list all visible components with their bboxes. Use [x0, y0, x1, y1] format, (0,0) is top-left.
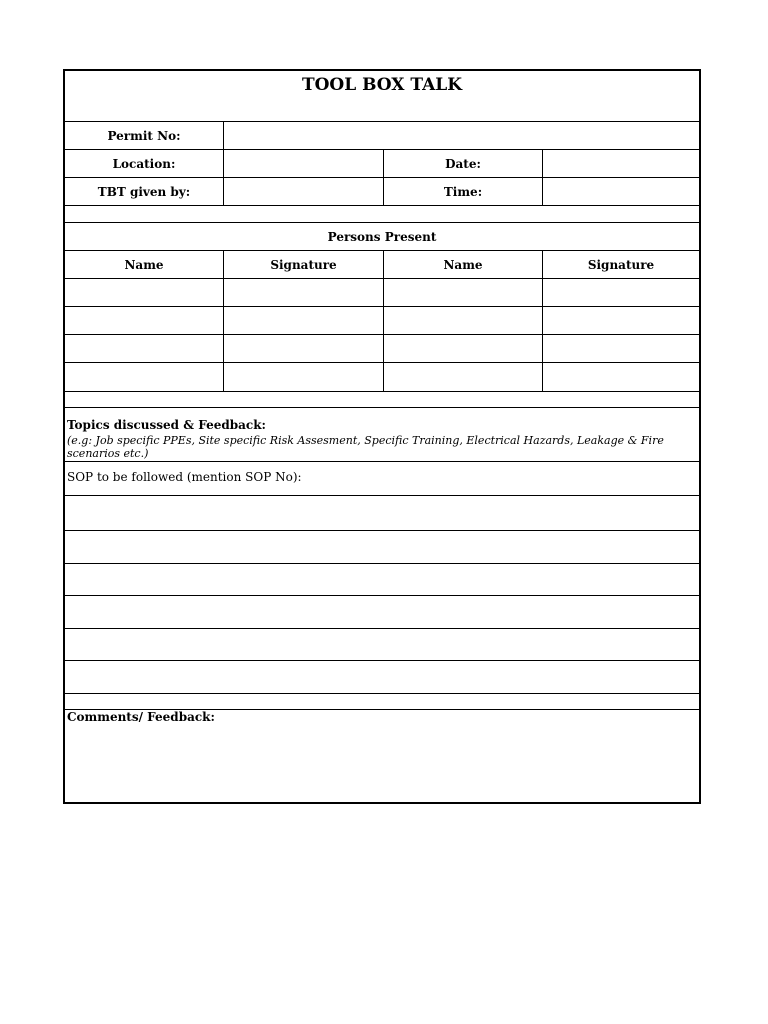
location-date-row: [65, 150, 699, 178]
name-cell[interactable]: [384, 335, 543, 362]
date-label: Date:: [384, 150, 543, 177]
column-header-signature: Signature: [224, 251, 384, 278]
signature-cell[interactable]: [224, 363, 384, 391]
blank-line[interactable]: [65, 564, 699, 596]
table-row: [65, 279, 699, 307]
time-field[interactable]: [543, 178, 699, 205]
blank-line[interactable]: [65, 596, 699, 629]
persons-heading: Persons Present: [327, 229, 437, 244]
table-row: [65, 363, 699, 392]
permit-label: Permit No:: [65, 122, 224, 149]
sop-row[interactable]: [65, 462, 699, 496]
tbt-label: TBT given by:: [65, 178, 224, 205]
spacer-row: [65, 206, 699, 223]
blank-line[interactable]: [65, 496, 699, 531]
tbt-time-row: [65, 178, 699, 206]
signature-cell[interactable]: [543, 363, 699, 391]
column-header-name: Name: [65, 251, 224, 278]
comments-label: Comments/ Feedback:: [67, 710, 215, 724]
comments-row[interactable]: [65, 710, 699, 802]
name-cell[interactable]: [384, 307, 543, 334]
date-field[interactable]: [543, 150, 699, 177]
sop-label: SOP to be followed (mention SOP No):: [67, 470, 302, 484]
location-field[interactable]: [224, 150, 384, 177]
location-label: Location:: [65, 150, 224, 177]
name-cell[interactable]: [65, 307, 224, 334]
signature-cell[interactable]: [543, 279, 699, 306]
name-cell[interactable]: [384, 363, 543, 391]
name-cell[interactable]: [65, 363, 224, 391]
signature-cell[interactable]: [543, 307, 699, 334]
spacer-row: [65, 392, 699, 408]
table-row: [65, 335, 699, 363]
permit-field[interactable]: [224, 122, 699, 149]
signature-cell[interactable]: [543, 335, 699, 362]
signature-cell[interactable]: [224, 279, 384, 306]
name-cell[interactable]: [384, 279, 543, 306]
blank-line[interactable]: [65, 629, 699, 661]
name-cell[interactable]: [65, 279, 224, 306]
form-title: TOOL BOX TALK: [301, 75, 463, 95]
persons-heading-row: [65, 223, 699, 251]
permit-row: [65, 122, 699, 150]
title-row: [65, 71, 699, 122]
topics-row[interactable]: [65, 408, 699, 462]
time-label: Time:: [384, 178, 543, 205]
blank-line[interactable]: [65, 661, 699, 694]
topics-label: Topics discussed & Feedback:: [67, 418, 266, 432]
persons-header-row: [65, 251, 699, 279]
table-row: [65, 307, 699, 335]
topics-hint: (e.g: Job specific PPEs, Site specific Risk Assesment, Specific Training, Electrical Hazards, Leakage & Fire scenarios etc.): [67, 434, 664, 460]
blank-line[interactable]: [65, 531, 699, 564]
tool-box-talk-form: [63, 69, 701, 804]
name-cell[interactable]: [65, 335, 224, 362]
spacer-row: [65, 694, 699, 710]
signature-cell[interactable]: [224, 335, 384, 362]
signature-cell[interactable]: [224, 307, 384, 334]
column-header-signature: Signature: [587, 257, 655, 272]
tbt-field[interactable]: [224, 178, 384, 205]
column-header-name: Name: [384, 251, 543, 278]
